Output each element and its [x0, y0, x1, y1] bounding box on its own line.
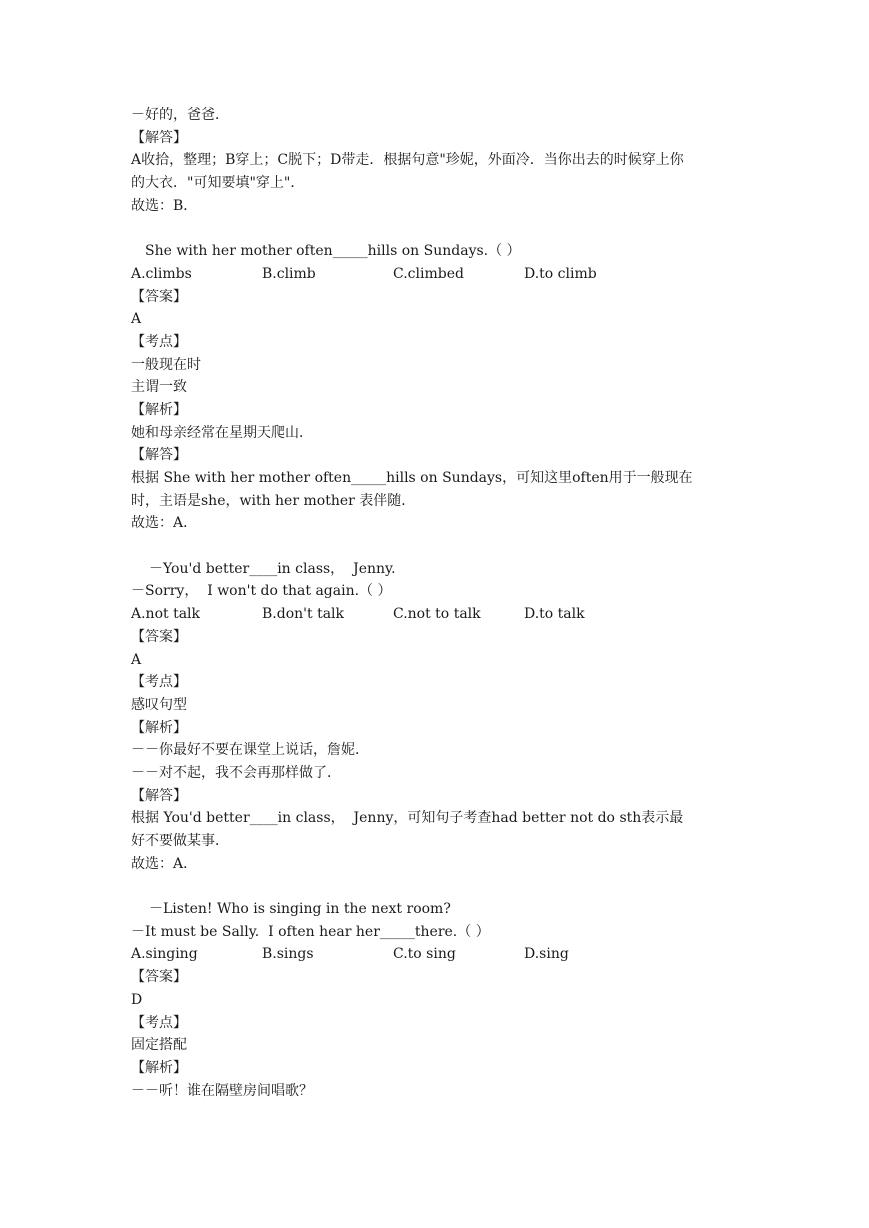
option-b: B.climb — [262, 265, 316, 282]
answer-text: 好不要做某事． — [131, 833, 229, 849]
knowledge-point: 感叹句型 — [131, 696, 187, 713]
question-options — [131, 603, 751, 626]
question-stem: －Sorry， I won't do that again.（ ） — [131, 583, 392, 600]
text-line: 故选：B． — [131, 197, 198, 214]
question-options — [131, 263, 751, 286]
text-line: 的大衣．"可知要填"穿上"． — [131, 175, 305, 192]
question-stem: －You'd better____in class， Jenny. — [149, 560, 396, 577]
question-options — [131, 943, 751, 966]
option-c: C.to sing — [393, 946, 456, 963]
option-d: D.sing — [524, 946, 569, 963]
answer-choice: 故选：A． — [131, 515, 198, 532]
question-stem: She with her mother often_____hills on Sundays.（ ） — [145, 243, 521, 260]
text-line: A收拾，整理；B穿上；C脱下；D带走．根据句意"珍妮，外面冷．当你出去的时候穿上你 — [131, 152, 684, 169]
answer-text: 时，主语是she，with her mother 表伴随． — [131, 492, 416, 509]
option-d: D.to talk — [524, 606, 585, 623]
analysis-text: 她和母亲经常在星期天爬山． — [131, 424, 313, 441]
knowledge-point: 主谓一致 — [131, 379, 187, 396]
option-a: A.not talk — [131, 606, 201, 623]
section-heading-answer: 【解答】 — [131, 129, 187, 146]
answer-key: D — [131, 991, 143, 1008]
analysis-text: －－你最好不要在课堂上说话，詹妮． — [131, 742, 369, 759]
section-heading-point: 【考点】 — [131, 333, 187, 350]
answer-key: A — [131, 651, 142, 668]
section-heading-key: 【答案】 — [131, 288, 187, 305]
option-d: D.to climb — [524, 265, 597, 282]
option-a: A.climbs — [131, 265, 192, 282]
option-c: C.not to talk — [393, 606, 481, 623]
answer-text: 根据 She with her mother often_____hills on Sundays，可知这里often用于一般现在 — [131, 470, 693, 486]
section-heading-point: 【考点】 — [131, 1014, 187, 1031]
spacer — [131, 875, 751, 898]
option-c: C.climbed — [393, 265, 464, 282]
option-b: B.sings — [262, 946, 314, 963]
section-heading-analysis: 【解析】 — [131, 719, 187, 736]
section-heading-analysis: 【解析】 — [131, 401, 187, 418]
spacer — [131, 217, 751, 240]
section-heading-key: 【答案】 — [131, 628, 187, 645]
section-heading-answer: 【解答】 — [131, 787, 187, 804]
section-heading-key: 【答案】 — [131, 969, 187, 986]
text-line: －好的，爸爸． — [131, 107, 229, 123]
section-heading-answer: 【解答】 — [131, 447, 187, 464]
answer-text: 根据 You'd better____in class， Jenny，可知句子考查had better not do sth表示最 — [131, 810, 684, 827]
section-heading-point: 【考点】 — [131, 674, 187, 691]
document-page — [131, 104, 751, 1102]
option-b: B.don't talk — [262, 606, 345, 623]
spacer — [131, 535, 751, 558]
knowledge-point: 固定搭配 — [131, 1037, 187, 1054]
option-a: A.singing — [131, 946, 198, 963]
answer-key: A — [131, 311, 142, 328]
analysis-text: －－听！谁在隔壁房间唱歌？ — [131, 1082, 313, 1099]
section-heading-analysis: 【解析】 — [131, 1059, 187, 1076]
analysis-text: －－对不起，我不会再那样做了． — [131, 764, 341, 781]
answer-choice: 故选：A． — [131, 855, 198, 872]
question-stem: －It must be Sally. I often hear her_____there.（ ） — [131, 923, 490, 940]
knowledge-point: 一般现在时 — [131, 356, 201, 373]
question-stem: －Listen! Who is singing in the next room? — [149, 901, 451, 918]
